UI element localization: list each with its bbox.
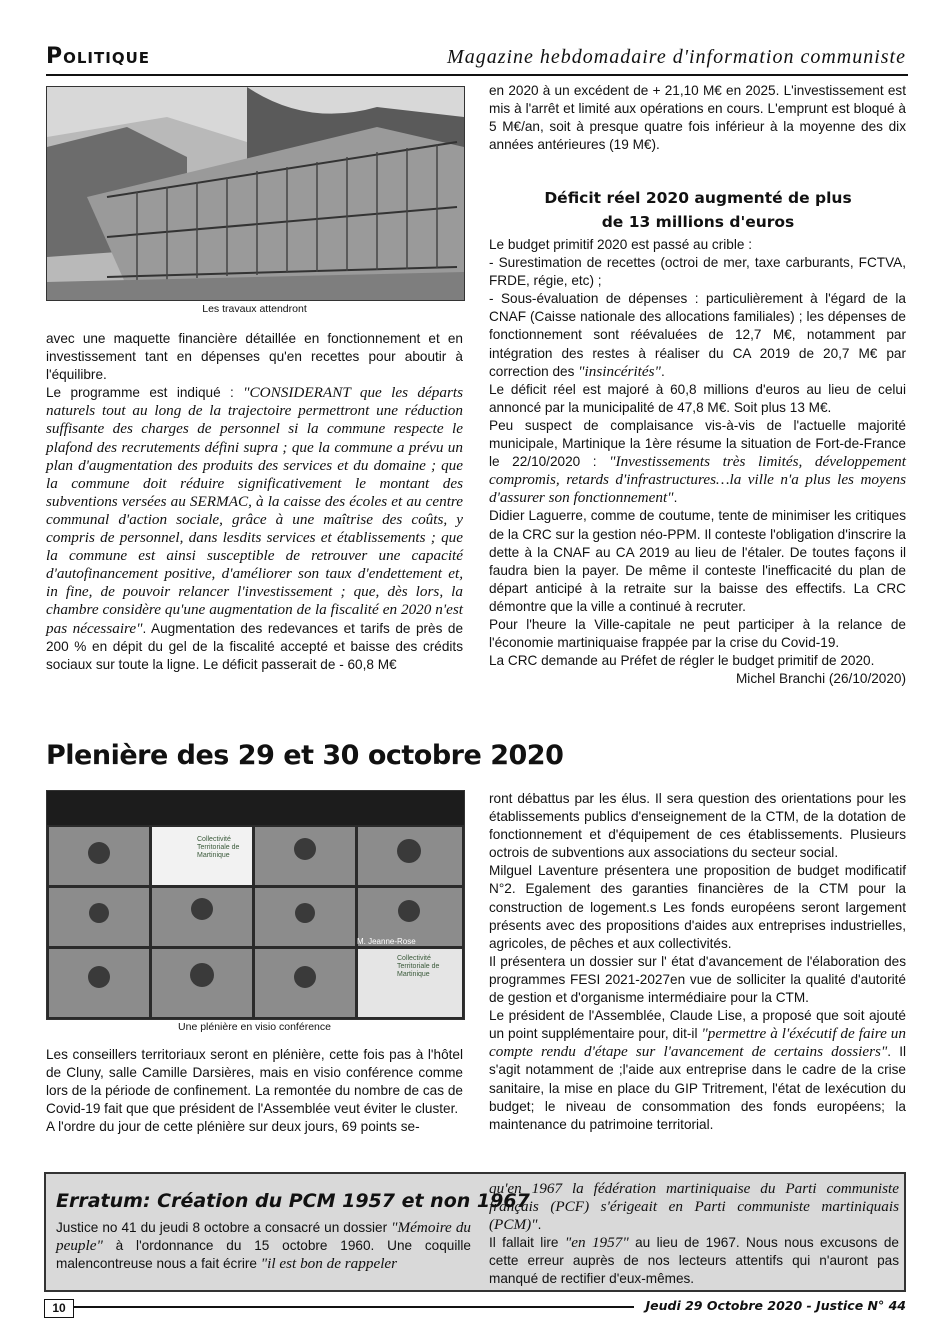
paragraph: Le programme est indiqué : "CONSIDERANT que les départs naturels tout au long de la trajectoire permettront une réduction suffisante des charges de personnel si la commune respecte le plafond des recrutements défini supra ; que la commune a prévu un plan d'augmentation des produits des services et du domaine ; que la commune doit réduire significativement le montant des subventions versées au SERMAC, à la caisse des écoles et au centre communal d'action sociale, grâce à une maîtrise des coûts, y compris de personnel, dans lesdits services et établissements ; que la commune est ainsi susceptible de retrouver une capacité d'autofinancement positive, d'améliorer son taux d'endettement et, in fine, de pouvoir relancer l'investissement ; que, dès lors, la chambre considère qu'une augmentation de la fiscalité en 2020 n'est pas nécessaire". Augmentation des redevances et tarifs de près de 200 % en dépit du gel de la fiscalité accepté et baisse des crédits sociaux sur toute la ligne. Le déficit passerait de - 60,8 M€ <box>46 384 463 672</box>
article2-right-column <box>489 790 906 1134</box>
header-rule <box>46 74 908 76</box>
paragraph: - Sous-évaluation de dépenses : particulièrement à l'égard de la CNAF (Caisse nationale des allocations familiales) ; les dépenses de fonctionnement sont réévaluées de 12,7 M€, notamment par intégration des restes à réaliser du CA 2019 de 20,7 M€ par correction des "insincérités". <box>489 291 906 380</box>
article1-subheading: Déficit réel 2020 augmenté de plus de 13 millions d'euros <box>544 189 852 231</box>
erratum-left: Justice no 41 du jeudi 8 octobre a consacré un dossier "Mémoire du peuple" à l'ordonnance du 15 octobre 1960. Une coquille malencontreuse nous a fait écrire "il est bon de rappeler <box>56 1219 472 1273</box>
building-photo <box>46 86 465 301</box>
paragraph: Pour l'heure la Ville-capitale ne peut participer à la relance de l'économie martiniquaise frappée par la crise du Covid-19. <box>489 616 906 651</box>
paragraph: ront débattus par les élus. Il sera question des orientations pour les établissements publics d'enseignement de la CTM, de la dotation de fonctionnement et d'équipement de ces établissements. Plusieurs octrois de subventions aux associations du secteur social. <box>489 791 906 861</box>
photo-caption: Les travaux attendront <box>202 303 307 315</box>
author-signature: Michel Branchi (26/10/2020) <box>735 671 906 687</box>
photo-caption: Une plénière en visio conférence <box>178 1021 331 1033</box>
paragraph: en 2020 à un excédent de + 21,10 M€ en 2025. L'investissement est mis à l'arrêt et limité aux opérations en cours. L'emprunt est bloqué à 5 M€/an, soit à presque quatre fois inférieur à la moyenne des dix années antérieures (19 M€). <box>489 83 906 153</box>
paragraph: Le budget primitif 2020 est passé au crible : <box>489 237 752 252</box>
footer-rule <box>74 1306 634 1308</box>
paragraph: La CRC demande au Préfet de régler le budget primitif de 2020. <box>489 653 875 669</box>
issue-info: Jeudi 29 Octobre 2020 - Justice N° 44 <box>645 1298 906 1313</box>
article2-title: Plenière des 29 et 30 octobre 2020 <box>46 740 564 771</box>
paragraph: avec une maquette financière détaillée en fonctionnement et en investissement tant en dépenses qu'en recettes pour aboutir à l'équilibre. <box>46 331 463 383</box>
page-number: 10 <box>44 1299 74 1318</box>
overlay-label: Collectivité Territoriale de Martinique <box>197 836 240 859</box>
paragraph: Peu suspect de complaisance vis-à-vis de l'actuelle majorité municipale, Martinique la 1ère résume la situation de Fort-de-France le 22/10/2020 : "Investissements très limités, développement compromis, retards d'infrastructures…la ville n'a plus les moyens d'assurer son fonctionnement". <box>489 417 906 507</box>
erratum-title: Erratum: Création du PCM 1957 et non 1967 <box>56 1190 530 1212</box>
section-title: Politique <box>46 44 151 69</box>
article1-right-top <box>489 82 906 154</box>
paragraph: Didier Laguerre, comme de coutume, tente de minimiser les critiques de la CRC sur la gestion néo-PPM. Il conteste l'obligation d'inscrire la dette à la CNAF au CA 2019 au lieu de l'étaler. De toutes façons il faudra bien la payer. De même il conteste l'inefficacité du plan de départ anticipé à la retraite sur la baisse des effectifs. La CRC démontre que la ville a continué à recruter. <box>489 508 906 614</box>
overlay-label: Collectivité Territoriale de Martinique <box>397 955 440 978</box>
article1-right-column <box>489 236 906 688</box>
paragraph: Le président de l'Assemblée, Claude Lise, a proposé que soit ajouté un point supplémentaire pour, dit-il "permettre à l'éxécutif de faire un compte rendu d'étape sur l'avancement de certains dossiers". Il s'agit notamment de ;l'aide aux entreprise dans le cadre de la crise sanitaire, la mise en place du GIP Tritrement, l'état de lexécution du budget; le niveau de consommation des fonds européens; la maintenance du patrimoine territorial. <box>489 1008 906 1132</box>
article1-left-column <box>46 330 463 674</box>
erratum-box <box>44 1172 906 1292</box>
paragraph: Le déficit réel est majoré à 60,8 millions d'euros au lieu de celui annoncé par la municipalité de 47,8 M€. Soit plus 13 M€. <box>489 381 906 415</box>
paragraph: Milguel Laventure présentera une proposition de budget modificatif N°2. Egalement des garanties financières de la CTM pour la construction de logement.s Les fonds européens seront largement présents avec des propositions d'aides aux entreprises industrielles, agricoles, de pêches et aux collectivités. <box>489 863 906 951</box>
videoconference-photo <box>46 790 465 1020</box>
paragraph: Les conseillers territoriaux seront en plénière, cette fois pas à l'hôtel de Cluny, salle Camille Darsières, mais en visio conférence comme lors de la période de confinement. La remontée du nombre de cas de Covid-19 fait que que président de l'Assemblée veut éviter le cluster. <box>46 1047 463 1117</box>
paragraph: A l'ordre du jour de cette plénière sur deux jours, 69 points se- <box>46 1119 420 1135</box>
article2-left-column <box>46 1046 463 1136</box>
paragraph: Il présentera un dossier sur l' état d'avancement de l'élaboration des programmes FESI 2021-2027en vue de solliciter la qualité d'autorité de gestion et d'organisme intermédiaire pour la CTM. <box>489 953 906 1006</box>
paragraph: - Surestimation de recettes (octroi de mer, taxe carburants, FCTVA, FRDE, régie, etc) ; <box>489 255 906 289</box>
magazine-tagline: Magazine hebdomadaire d'information communiste <box>447 46 906 68</box>
overlay-label: M. Jeanne-Rose <box>357 937 416 946</box>
erratum-right: qu'en 1967 la fédération martiniquaise du Parti communiste français (PCF) s'érigeait en Parti communiste martiniquais (PCM)". Il fallait lire "en 1957" au lieu de 1967. Nous nous excusons de cette erreur auprès de nos lecteurs attentifs qui n'auront pas manqué de rectifier d'eux-mêmes. <box>489 1180 899 1287</box>
